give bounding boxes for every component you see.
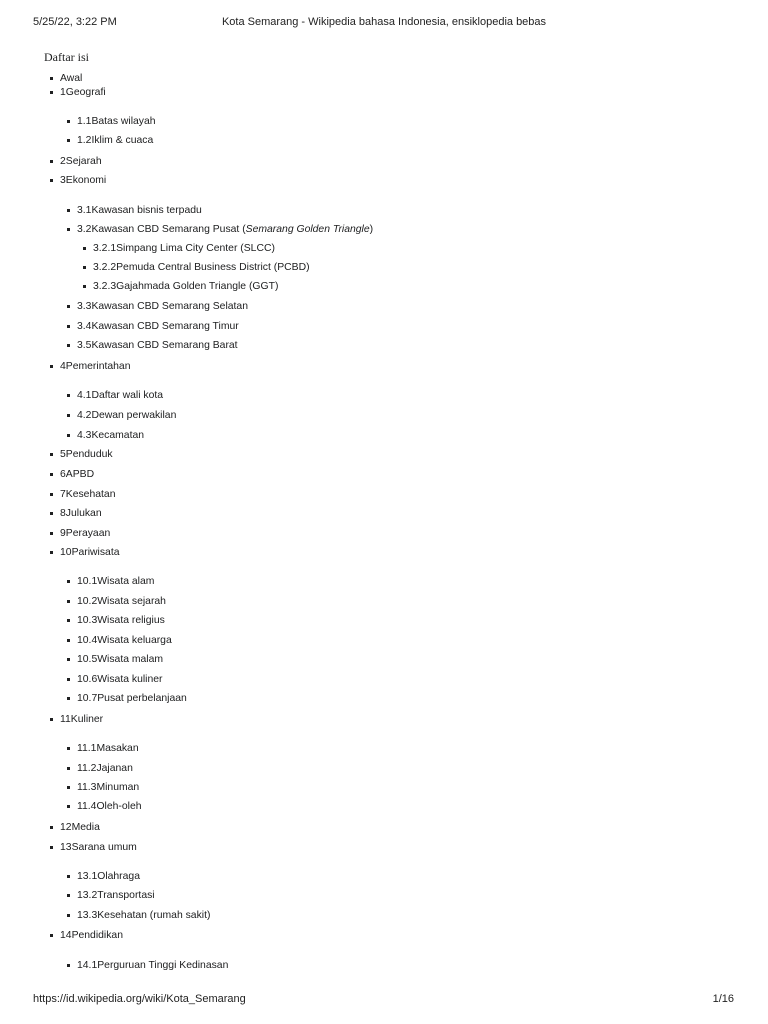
- toc-item-level-2[interactable]: [77, 300, 248, 313]
- toc-item-level-2[interactable]: [77, 223, 373, 236]
- toc-item-level-1[interactable]: [60, 468, 94, 481]
- toc-number: 3.4: [77, 321, 92, 332]
- toc-item-level-2[interactable]: [77, 614, 165, 627]
- toc-text: Transportasi: [97, 890, 155, 901]
- bullet-icon: [50, 365, 53, 368]
- toc-number: 10.6: [77, 674, 98, 685]
- toc-number: 11.4: [77, 801, 97, 812]
- toc-number: 3.2.3: [93, 281, 117, 292]
- toc-text: Wisata kuliner: [97, 674, 163, 685]
- toc-item-level-2[interactable]: [77, 653, 163, 666]
- toc-text: Masakan: [96, 743, 139, 754]
- bullet-icon: [67, 786, 70, 789]
- toc-text: Pemerintahan: [65, 361, 131, 372]
- print-url: https://id.wikipedia.org/wiki/Kota_Semarang: [33, 993, 246, 1005]
- bullet-icon: [50, 551, 53, 554]
- toc-number: 4.3: [77, 430, 92, 441]
- toc-number: 6: [60, 469, 66, 480]
- bullet-icon: [67, 678, 70, 681]
- toc-number: 4.1: [77, 390, 92, 401]
- toc-text: Awal: [60, 73, 83, 84]
- bullet-icon: [67, 325, 70, 328]
- toc-item-level-2[interactable]: [77, 575, 154, 588]
- bullet-icon: [50, 453, 53, 456]
- toc-number: 4: [60, 361, 66, 372]
- toc-number: 5: [60, 449, 66, 460]
- bullet-icon: [50, 532, 53, 535]
- toc-number: 3.2.1: [93, 243, 117, 254]
- bullet-icon: [67, 805, 70, 808]
- print-page-number: 1/16: [712, 993, 734, 1005]
- toc-number: 13: [60, 842, 72, 853]
- toc-number: 4.2: [77, 410, 92, 421]
- toc-text: Sarana umum: [71, 842, 137, 853]
- toc-item-level-2[interactable]: [77, 909, 210, 922]
- toc-item-level-1[interactable]: [60, 488, 115, 501]
- bullet-icon: [83, 266, 86, 269]
- toc-item-level-1[interactable]: [60, 527, 110, 540]
- toc-text: Kawasan bisnis terpadu: [91, 205, 202, 216]
- toc-number: 10.2: [77, 596, 98, 607]
- toc-title: Daftar isi: [44, 50, 89, 64]
- toc-item-level-3[interactable]: [93, 280, 278, 293]
- toc-text: Pemuda Central Business District (PCBD): [116, 262, 310, 273]
- bullet-icon: [67, 394, 70, 397]
- toc-item-level-1[interactable]: [60, 929, 123, 942]
- toc-number: 10.5: [77, 654, 98, 665]
- toc-item-level-1[interactable]: [60, 841, 137, 854]
- bullet-icon: [67, 767, 70, 770]
- toc-item-level-2[interactable]: [77, 692, 187, 705]
- toc-text: Media: [71, 822, 100, 833]
- toc-item-level-1[interactable]: [60, 546, 120, 559]
- print-datetime: 5/25/22, 3:22 PM: [33, 16, 117, 28]
- bullet-icon: [67, 619, 70, 622]
- toc-number: 1: [60, 87, 66, 98]
- bullet-icon: [67, 600, 70, 603]
- bullet-icon: [50, 179, 53, 182]
- bullet-icon: [67, 964, 70, 967]
- toc-number: 3: [60, 175, 66, 186]
- toc-item-level-1[interactable]: [60, 86, 106, 99]
- toc-item-level-2[interactable]: [77, 204, 202, 217]
- toc-item-level-1[interactable]: [60, 360, 130, 373]
- toc-italic-text: Semarang Golden Triangle: [245, 224, 370, 235]
- print-footer: [0, 993, 768, 1007]
- toc-number: 3.1: [77, 205, 92, 216]
- toc-item-level-2[interactable]: [77, 115, 156, 128]
- bullet-icon: [67, 747, 70, 750]
- toc-number: 1.1: [77, 116, 92, 127]
- toc-text: Wisata religius: [97, 615, 165, 626]
- toc-number: 13.1: [77, 871, 98, 882]
- bullet-icon: [50, 826, 53, 829]
- toc-text: Batas wilayah: [91, 116, 156, 127]
- toc-number: 10.4: [77, 635, 98, 646]
- toc-text: Pusat perbelanjaan: [97, 693, 187, 704]
- toc-item-level-1[interactable]: [60, 821, 100, 834]
- toc-number: 7: [60, 489, 66, 500]
- toc-text: Olahraga: [97, 871, 140, 882]
- toc-number: 1.2: [77, 135, 92, 146]
- bullet-icon: [50, 934, 53, 937]
- toc-text: Kawasan CBD Semarang Pusat (: [91, 224, 246, 235]
- toc-text: Pendidikan: [71, 930, 123, 941]
- bullet-icon: [50, 160, 53, 163]
- toc-item-level-2[interactable]: [77, 339, 238, 352]
- toc-text: Pariwisata: [71, 547, 120, 558]
- bullet-icon: [67, 209, 70, 212]
- toc-number: 2: [60, 156, 66, 167]
- toc-text: Julukan: [65, 508, 102, 519]
- toc-text: Kuliner: [70, 714, 104, 725]
- toc-item-level-1[interactable]: [60, 713, 103, 726]
- toc-number: 13.2: [77, 890, 98, 901]
- toc-text: Daftar wali kota: [91, 390, 164, 401]
- toc-number: 11.3: [77, 782, 97, 793]
- toc-text: Penduduk: [65, 449, 113, 460]
- toc-item-level-2[interactable]: [77, 673, 163, 686]
- toc-number: 10.1: [77, 576, 98, 587]
- toc-item-level-2[interactable]: [77, 781, 139, 794]
- bullet-icon: [83, 247, 86, 250]
- bullet-icon: [50, 473, 53, 476]
- toc-number: 3.5: [77, 340, 92, 351]
- toc-item-level-2[interactable]: [77, 595, 166, 608]
- toc-item-level-2[interactable]: [77, 134, 153, 147]
- toc-item-level-3[interactable]: [93, 242, 275, 255]
- toc-number: 9: [60, 528, 66, 539]
- toc-text: Kesehatan (rumah sakit): [97, 910, 211, 921]
- toc-item-level-2[interactable]: [77, 889, 155, 902]
- toc-number: 11.1: [77, 743, 97, 754]
- bullet-icon: [50, 493, 53, 496]
- bullet-icon: [50, 77, 53, 80]
- toc-item-level-1[interactable]: [60, 174, 106, 187]
- bullet-icon: [50, 718, 53, 721]
- toc-item-level-1[interactable]: [60, 448, 113, 461]
- toc-item-level-2[interactable]: [77, 959, 228, 972]
- toc-text: Kawasan CBD Semarang Timur: [91, 321, 239, 332]
- toc-text: Geografi: [65, 87, 106, 98]
- toc-item-level-2[interactable]: [77, 320, 239, 333]
- toc-text: Dewan perwakilan: [91, 410, 177, 421]
- toc-number: 3.2.2: [93, 262, 117, 273]
- toc-text: Perguruan Tinggi Kedinasan: [97, 960, 229, 971]
- toc-item-level-2[interactable]: [77, 870, 140, 883]
- toc-number: 3.3: [77, 301, 92, 312]
- toc-number: 10.7: [77, 693, 98, 704]
- toc-number: 14.1: [77, 960, 98, 971]
- bullet-icon: [50, 91, 53, 94]
- bullet-icon: [67, 434, 70, 437]
- toc-number: 11.2: [77, 763, 97, 774]
- toc-text: Kawasan CBD Semarang Selatan: [91, 301, 248, 312]
- toc-text: Oleh-oleh: [96, 801, 142, 812]
- toc-item-level-1[interactable]: [60, 507, 102, 520]
- bullet-icon: [67, 914, 70, 917]
- toc-text: Simpang Lima City Center (SLCC): [116, 243, 275, 254]
- toc-item-level-2[interactable]: [77, 634, 172, 647]
- toc-text: Iklim & cuaca: [91, 135, 154, 146]
- bullet-icon: [67, 120, 70, 123]
- bullet-icon: [67, 580, 70, 583]
- toc-item-level-1[interactable]: [60, 72, 82, 85]
- bullet-icon: [67, 305, 70, 308]
- toc-text: Wisata sejarah: [97, 596, 166, 607]
- bullet-icon: [67, 414, 70, 417]
- toc-text: Jajanan: [96, 763, 133, 774]
- toc-text: Wisata alam: [97, 576, 155, 587]
- toc-number: 10.3: [77, 615, 98, 626]
- toc-item-level-2[interactable]: [77, 389, 163, 402]
- print-page-title: Kota Semarang - Wikipedia bahasa Indonesia, ensiklopedia bebas: [221, 16, 547, 28]
- bullet-icon: [67, 697, 70, 700]
- toc-item-level-2[interactable]: [77, 429, 144, 442]
- toc-item-level-2[interactable]: [77, 742, 139, 755]
- toc-item-level-2[interactable]: [77, 762, 133, 775]
- toc-text: Kesehatan: [65, 489, 116, 500]
- toc-text: Sejarah: [65, 156, 102, 167]
- bullet-icon: [67, 875, 70, 878]
- bullet-icon: [67, 658, 70, 661]
- toc-number: 14: [60, 930, 72, 941]
- bullet-icon: [50, 846, 53, 849]
- toc-text: Minuman: [96, 782, 140, 793]
- bullet-icon: [67, 139, 70, 142]
- bullet-icon: [67, 894, 70, 897]
- toc-number: 3.2: [77, 224, 92, 235]
- toc-number: 12: [60, 822, 72, 833]
- toc-number: 10: [60, 547, 72, 558]
- toc-item-level-2[interactable]: [77, 409, 176, 422]
- bullet-icon: [67, 639, 70, 642]
- toc-text: Ekonomi: [65, 175, 107, 186]
- toc-text: Gajahmada Golden Triangle (GGT): [116, 281, 279, 292]
- toc-number: 8: [60, 508, 66, 519]
- toc-text: Kecamatan: [91, 430, 145, 441]
- toc-number: 11: [60, 714, 71, 725]
- toc-item-level-1[interactable]: [60, 155, 102, 168]
- bullet-icon: [67, 228, 70, 231]
- toc-item-level-3[interactable]: [93, 261, 310, 274]
- toc-number: 13.3: [77, 910, 98, 921]
- toc-text: Kawasan CBD Semarang Barat: [91, 340, 238, 351]
- toc-text: APBD: [65, 469, 95, 480]
- toc-text: Wisata malam: [97, 654, 164, 665]
- print-header: [0, 16, 768, 30]
- bullet-icon: [50, 512, 53, 515]
- bullet-icon: [67, 344, 70, 347]
- bullet-icon: [83, 285, 86, 288]
- toc-item-level-2[interactable]: [77, 800, 142, 813]
- toc-text-suffix: ): [369, 224, 374, 235]
- toc-text: Perayaan: [65, 528, 111, 539]
- toc-text: Wisata keluarga: [97, 635, 172, 646]
